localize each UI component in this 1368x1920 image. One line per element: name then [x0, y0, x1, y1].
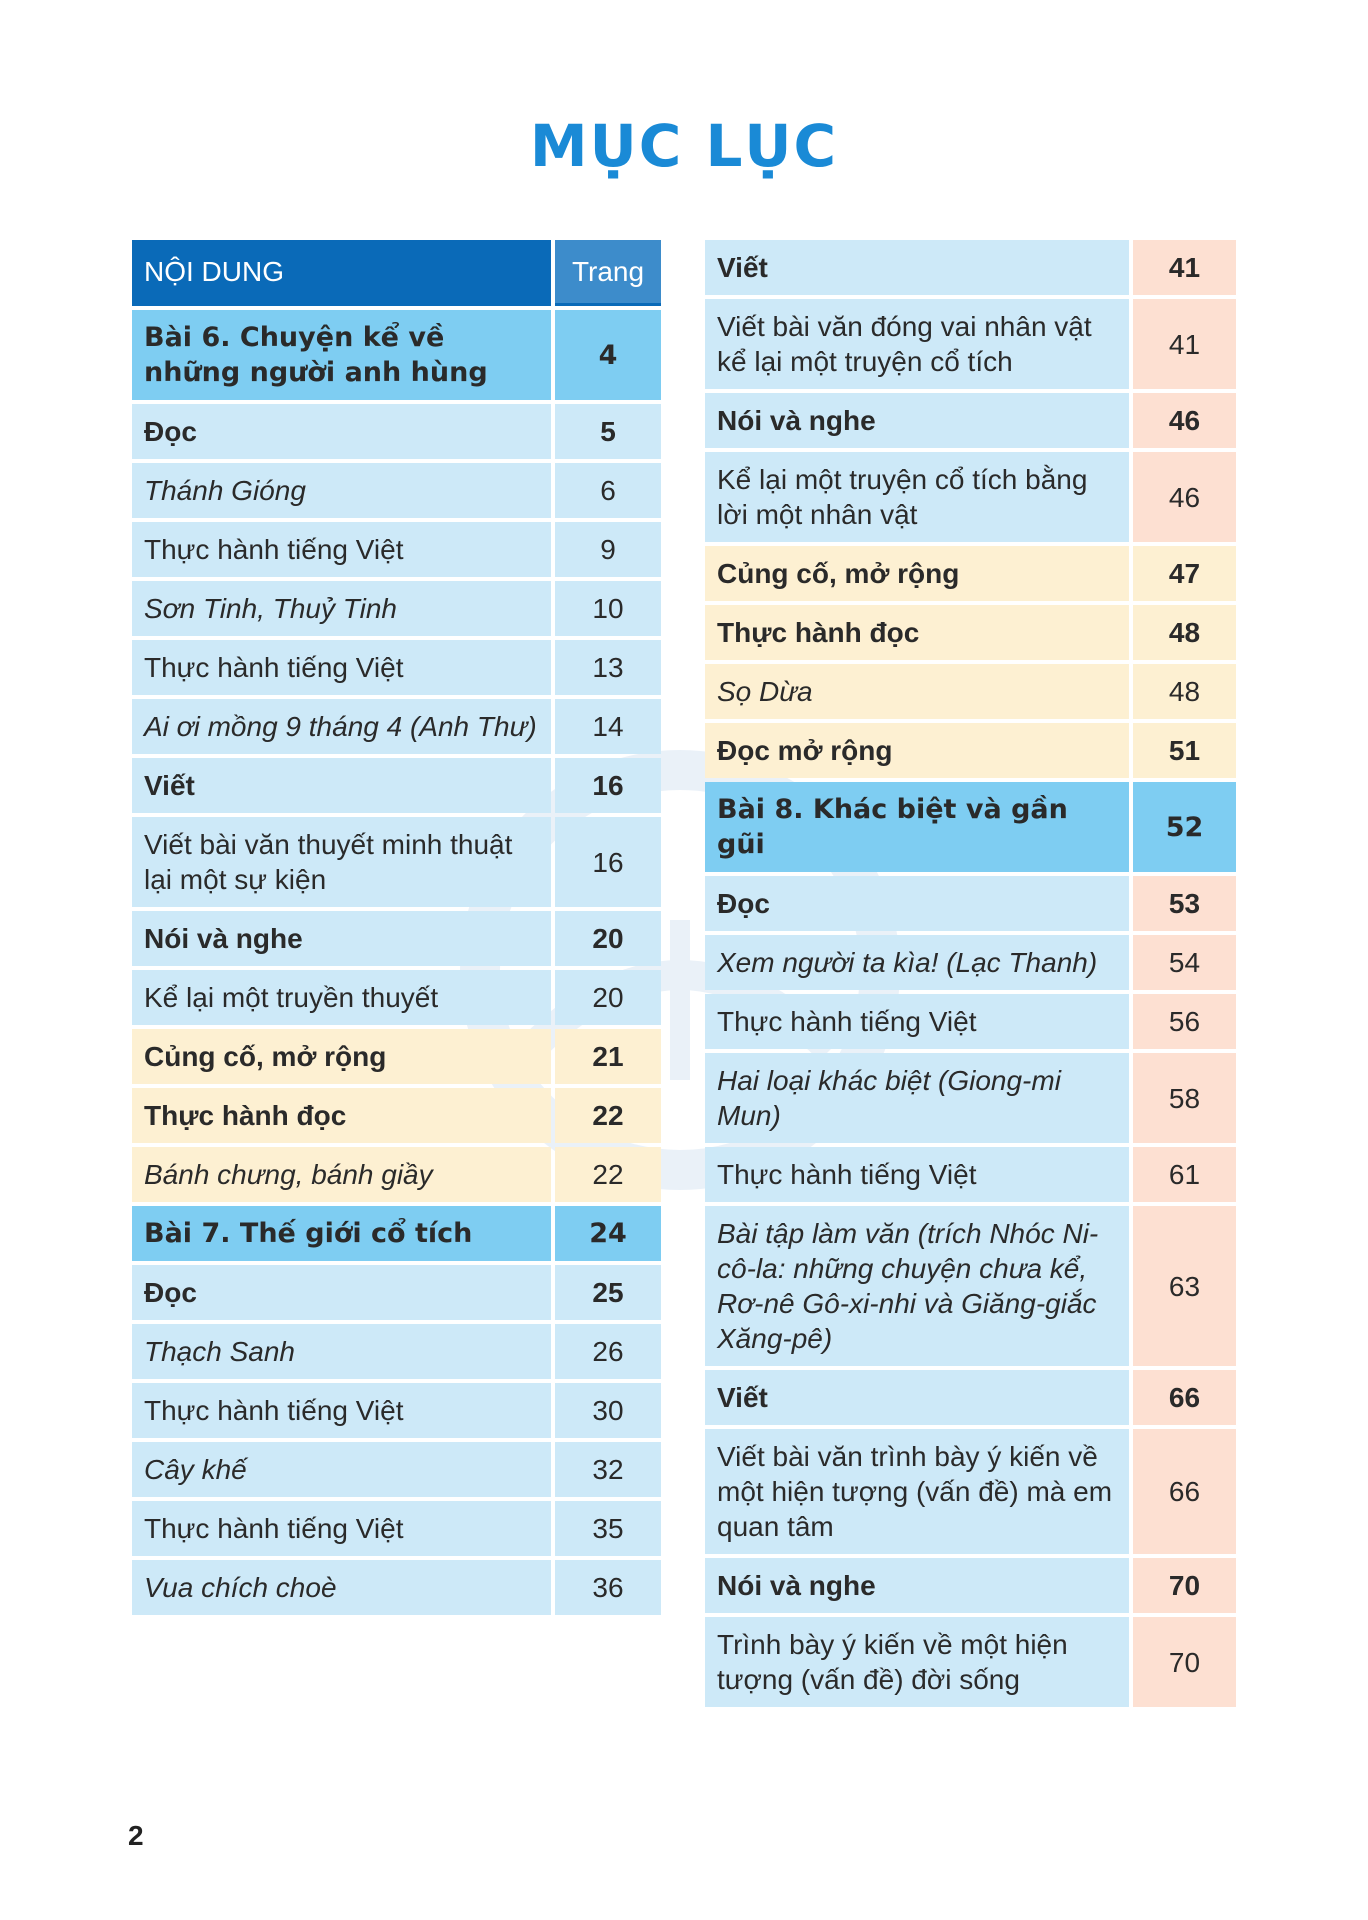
toc-entry — [132, 581, 661, 636]
page-number: 2 — [128, 1820, 144, 1851]
toc-entry — [705, 664, 1236, 719]
toc-entry-title: Đọc — [705, 876, 1129, 931]
toc-entry-page: 47 — [1133, 546, 1236, 601]
toc-entry — [132, 970, 661, 1025]
toc-entry-page: 53 — [1133, 876, 1236, 931]
toc-entry — [132, 1383, 661, 1438]
toc-entry — [705, 1558, 1236, 1613]
toc-entry-page: 26 — [555, 1324, 661, 1379]
toc-entry-title: Viết bài văn thuyết minh thuật lại một sự kiện — [132, 817, 551, 907]
toc-entry — [132, 1206, 661, 1261]
toc-entry-title: Thánh Gióng — [132, 463, 551, 518]
toc-entry-title: Bánh chưng, bánh giầy — [132, 1147, 551, 1202]
toc-entry-title: Trình bày ý kiến về một hiện tượng (vấn đề) đời sống — [705, 1617, 1129, 1707]
toc-entry — [705, 723, 1236, 778]
page-title: MỤC LỤC — [529, 112, 839, 180]
toc-entry — [705, 299, 1236, 389]
toc-entry-page: 36 — [555, 1560, 661, 1615]
toc-entry-title: Bài 6. Chuyện kể về những người anh hùng — [132, 310, 551, 400]
toc-entry-title: Sơn Tinh, Thuỷ Tinh — [132, 581, 551, 636]
toc-entry — [132, 310, 661, 400]
toc-entry — [132, 1088, 661, 1143]
header-page-label: Trang — [555, 240, 661, 306]
toc-entry-title: Củng cố, mở rộng — [132, 1029, 551, 1084]
toc-entry-title: Bài 8. Khác biệt và gần gũi — [705, 782, 1129, 872]
toc-entry-title: Thạch Sanh — [132, 1324, 551, 1379]
toc-entry — [705, 1147, 1236, 1202]
toc-entry-title: Sọ Dừa — [705, 664, 1129, 719]
toc-entry-page: 48 — [1133, 605, 1236, 660]
toc-entry-page: 16 — [555, 817, 661, 907]
toc-entry — [705, 393, 1236, 448]
toc-entry-title: Đọc — [132, 404, 551, 459]
toc-entry-page: 9 — [555, 522, 661, 577]
toc-entry-title: Thực hành đọc — [705, 605, 1129, 660]
toc-entry-title: Viết — [705, 240, 1129, 295]
toc-entry-page: 13 — [555, 640, 661, 695]
toc-entry-page: 16 — [555, 758, 661, 813]
toc-entry — [132, 911, 661, 966]
toc-entry — [705, 546, 1236, 601]
toc-entry — [132, 1501, 661, 1556]
toc-entry-page: 41 — [1133, 299, 1236, 389]
toc-entry — [705, 935, 1236, 990]
toc-left-column — [132, 240, 661, 1619]
toc-entry-page: 21 — [555, 1029, 661, 1084]
toc-entry — [705, 1053, 1236, 1143]
toc-entry-page: 66 — [1133, 1429, 1236, 1554]
toc-entry-page: 48 — [1133, 664, 1236, 719]
toc-entry — [132, 522, 661, 577]
toc-entry-title: Thực hành tiếng Việt — [132, 1383, 551, 1438]
toc-entry — [132, 817, 661, 907]
toc-entry-title: Nói và nghe — [705, 393, 1129, 448]
toc-entry-page: 56 — [1133, 994, 1236, 1049]
toc-entry — [705, 452, 1236, 542]
toc-right-column — [705, 240, 1236, 1711]
toc-entry-title: Nói và nghe — [705, 1558, 1129, 1613]
toc-entry-title: Đọc mở rộng — [705, 723, 1129, 778]
toc-entry-title: Bài 7. Thế giới cổ tích — [132, 1206, 551, 1261]
toc-entry-title: Viết bài văn đóng vai nhân vật kể lại một truyện cổ tích — [705, 299, 1129, 389]
toc-entry — [705, 1617, 1236, 1707]
toc-entry-title: Hai loại khác biệt (Giong-mi Mun) — [705, 1053, 1129, 1143]
toc-entry — [705, 782, 1236, 872]
toc-entry-title: Viết bài văn trình bày ý kiến về một hiện tượng (vấn đề) mà em quan tâm — [705, 1429, 1129, 1554]
toc-entry-page: 24 — [555, 1206, 661, 1261]
toc-entry-title: Thực hành đọc — [132, 1088, 551, 1143]
toc-entry-page: 14 — [555, 699, 661, 754]
toc-entry-title: Viết — [132, 758, 551, 813]
toc-entry-title: Nói và nghe — [132, 911, 551, 966]
toc-entry-title: Củng cố, mở rộng — [705, 546, 1129, 601]
toc-entry-title: Thực hành tiếng Việt — [705, 1147, 1129, 1202]
toc-entry-title: Ai ơi mồng 9 tháng 4 (Anh Thư) — [132, 699, 551, 754]
toc-entry — [132, 640, 661, 695]
toc-entry — [705, 1206, 1236, 1366]
toc-entry-title: Thực hành tiếng Việt — [705, 994, 1129, 1049]
header-content-label: NỘI DUNG — [132, 240, 551, 306]
toc-entry-title: Thực hành tiếng Việt — [132, 1501, 551, 1556]
toc-entry-page: 5 — [555, 404, 661, 459]
toc-entry — [132, 1442, 661, 1497]
toc-entry — [132, 1265, 661, 1320]
toc-entry-page: 58 — [1133, 1053, 1236, 1143]
toc-entry-page: 35 — [555, 1501, 661, 1556]
toc-entry — [132, 758, 661, 813]
toc-entry-page: 20 — [555, 911, 661, 966]
toc-entry-page: 52 — [1133, 782, 1236, 872]
toc-entry-page: 32 — [555, 1442, 661, 1497]
toc-entry — [705, 1429, 1236, 1554]
toc-entry-title: Kể lại một truyện cổ tích bằng lời một nhân vật — [705, 452, 1129, 542]
toc-entry-page: 61 — [1133, 1147, 1236, 1202]
toc-entry-title: Vua chích choè — [132, 1560, 551, 1615]
toc-entry — [132, 1560, 661, 1615]
toc-entry-page: 51 — [1133, 723, 1236, 778]
toc-entry-page: 66 — [1133, 1370, 1236, 1425]
toc-entry — [132, 404, 661, 459]
toc-entry-page: 46 — [1133, 393, 1236, 448]
toc-entry-page: 22 — [555, 1147, 661, 1202]
toc-entry-page: 30 — [555, 1383, 661, 1438]
toc-entry-page: 4 — [555, 310, 661, 400]
toc-entry-title: Kể lại một truyền thuyết — [132, 970, 551, 1025]
toc-entry-page: 20 — [555, 970, 661, 1025]
toc-entry-title: Bài tập làm văn (trích Nhóc Ni-cô-la: những chuyện chưa kể, Rơ-nê Gô-xi-nhi và Giăng-giắc Xăng-pê) — [705, 1206, 1129, 1366]
toc-entry — [132, 463, 661, 518]
toc-entry-page: 10 — [555, 581, 661, 636]
toc-entry — [705, 240, 1236, 295]
toc-entry-page: 6 — [555, 463, 661, 518]
toc-entry — [705, 876, 1236, 931]
toc-entry-title: Xem người ta kìa! (Lạc Thanh) — [705, 935, 1129, 990]
toc-entry — [132, 699, 661, 754]
toc-entry — [705, 1370, 1236, 1425]
toc-header-row — [132, 240, 661, 306]
toc-entry — [132, 1324, 661, 1379]
toc-entry — [705, 994, 1236, 1049]
toc-entry-title: Viết — [705, 1370, 1129, 1425]
toc-entry — [132, 1147, 661, 1202]
toc-entry-title: Đọc — [132, 1265, 551, 1320]
toc-entry-title: Thực hành tiếng Việt — [132, 640, 551, 695]
toc-entry — [705, 605, 1236, 660]
toc-entry-page: 46 — [1133, 452, 1236, 542]
toc-entry-page: 70 — [1133, 1558, 1236, 1613]
toc-entry-title: Thực hành tiếng Việt — [132, 522, 551, 577]
toc-entry-page: 41 — [1133, 240, 1236, 295]
toc-entry-page: 25 — [555, 1265, 661, 1320]
toc-entry-page: 70 — [1133, 1617, 1236, 1707]
toc-entry-page: 63 — [1133, 1206, 1236, 1366]
toc-entry-page: 54 — [1133, 935, 1236, 990]
toc-entry-title: Cây khế — [132, 1442, 551, 1497]
toc-entry-page: 22 — [555, 1088, 661, 1143]
toc-entry — [132, 1029, 661, 1084]
